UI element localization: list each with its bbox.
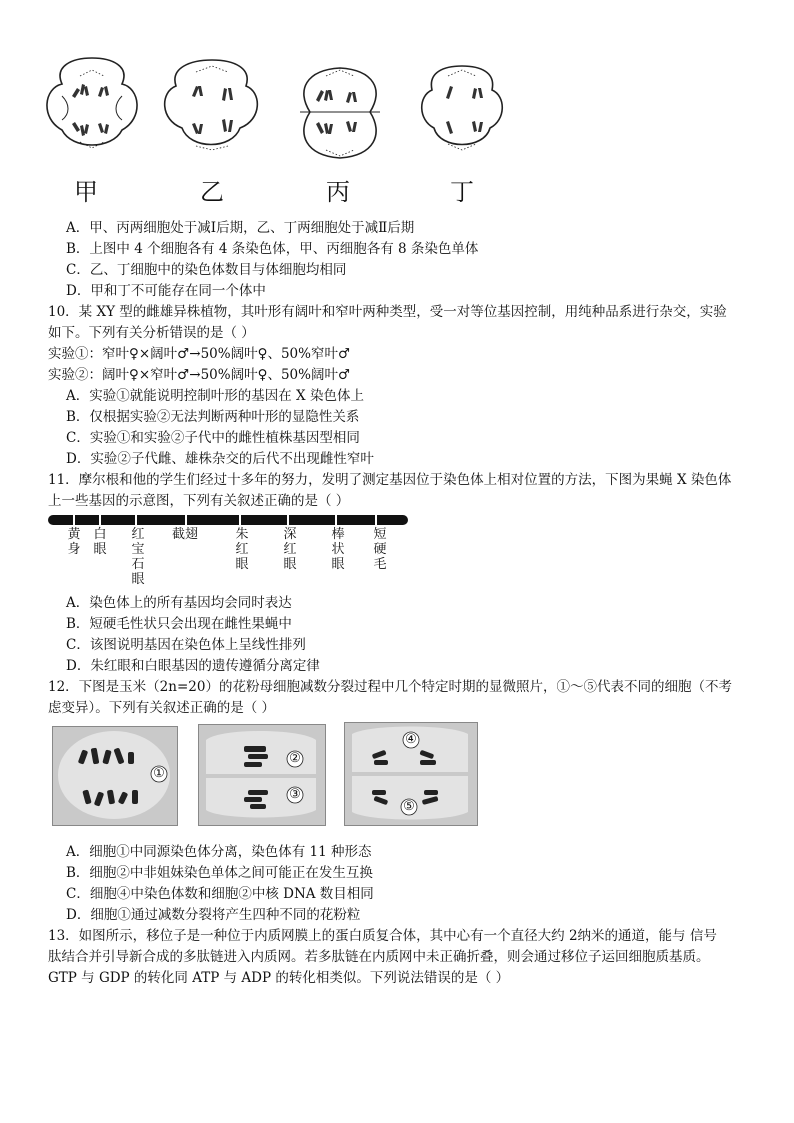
q12-stem-line1: 12．下图是玉米（2n=20）的花粉母细胞减数分裂过程中几个特定时期的显微照片，①～⑤代表不同的细胞（不考	[48, 679, 732, 695]
q9-option-b: B．上图中 4 个细胞各有 4 条染色体，甲、丙细胞各有 8 条染色单体	[66, 241, 479, 257]
gene-label-yellow-body: 黄身	[67, 527, 81, 557]
micrograph-mark-1: ①	[153, 766, 165, 781]
q9-option-d: D．甲和丁不可能存在同一个体中	[66, 283, 266, 299]
q9-option-a: A．甲、丙两细胞处于减Ⅰ后期，乙、丁两细胞处于减Ⅱ后期	[66, 220, 415, 236]
gene-label-carmine-eye: 深红眼	[283, 527, 297, 572]
q12-option-d: D．细胞①通过减数分裂将产生四种不同的花粉粒	[66, 907, 361, 923]
q11-option-b: B．短硬毛性状只会出现在雌性果蝇中	[66, 616, 292, 632]
q11-option-a: A．染色体上的所有基因均会同时表达	[66, 595, 292, 611]
q10-stem-line1: 10．某 XY 型的雌雄异株植物，其叶形有阔叶和窄叶两种类型，受一对等位基因控制，用纯种品系进行杂交，实验	[48, 304, 727, 320]
q10-option-c: C．实验①和实验②子代中的雌性植株基因型相同	[66, 430, 360, 446]
gene-label-vermilion-eye: 朱红眼	[235, 527, 249, 572]
q12-option-a: A．细胞①中同源染色体分离，染色体有 11 种形态	[66, 844, 372, 860]
q10-option-d: D．实验②子代雌、雄株杂交的后代不出现雌性窄叶	[66, 451, 374, 467]
q10-option-a: A．实验①就能说明控制叶形的基因在 X 染色体上	[66, 388, 364, 404]
q10-stem-line2: 如下。下列有关分析错误的是（ ）	[48, 325, 255, 341]
q13-stem-line2: 肽结合并引导新合成的多肽链进入内质网。若多肽链在内质网中未正确折叠，则会通过移位子运回细胞质基质。	[48, 949, 710, 965]
q10-option-b: B．仅根据实验②无法判断两种叶形的显隐性关系	[66, 409, 360, 425]
gene-label-bar-eye: 棒状眼	[331, 527, 345, 572]
q10-experiment-1: 实验①：窄叶♀×阔叶♂→50%阔叶♀、50%窄叶♂	[48, 346, 351, 362]
cell-label-ding: 丁	[450, 178, 474, 206]
q10-experiment-2: 实验②：阔叶♀×窄叶♂→50%阔叶♀、50%阔叶♂	[48, 367, 351, 383]
micrograph-mark-4: ④	[405, 732, 417, 747]
micrograph-mark-3: ③	[289, 787, 301, 802]
q11-stem-line1: 11．摩尔根和他的学生们经过十多年的努力，发明了测定基因位于染色体上相对位置的方法，下图为果蝇 X 染色体	[48, 472, 732, 488]
gene-label-ruby-eye: 红宝石眼	[131, 527, 145, 587]
q12-option-c: C．细胞④中染色体数和细胞②中核 DNA 数目相同	[66, 886, 374, 902]
q11-option-d: D．朱红眼和白眼基因的遗传遵循分离定律	[66, 658, 320, 674]
gene-label-bristle: 短硬毛	[373, 527, 387, 572]
gene-label-white-eye: 白眼	[93, 527, 107, 557]
q11-option-c: C．该图说明基因在染色体上呈线性排列	[66, 637, 306, 653]
micrograph-mark-5: ⑤	[403, 799, 415, 814]
cell-label-jia: 甲	[74, 178, 98, 206]
q12-option-b: B．细胞②中非姐妹染色单体之间可能正在发生互换	[66, 865, 373, 881]
q11-stem-line2: 上一些基因的示意图，下列有关叙述正确的是（ ）	[48, 493, 350, 509]
q12-stem-line2: 虑变异）。下列有关叙述正确的是（ ）	[48, 700, 276, 716]
gene-label-cut-wing: 截翅	[171, 527, 198, 542]
q13-stem-line1: 13．如图所示，移位子是一种位于内质网膜上的蛋白质复合体，其中心有一个直径大约 2纳米的通道，能与 信号	[48, 928, 717, 944]
q9-option-c: C．乙、丁细胞中的染色体数目与体细胞均相同	[66, 262, 347, 278]
cell-label-bing: 丙	[326, 178, 350, 206]
q13-stem-line3: GTP 与 GDP 的转化同 ATP 与 ADP 的转化相类似。下列说法错误的是（ ）	[48, 970, 510, 986]
cell-label-yi: 乙	[200, 178, 224, 206]
micrograph-mark-2: ②	[289, 751, 301, 766]
